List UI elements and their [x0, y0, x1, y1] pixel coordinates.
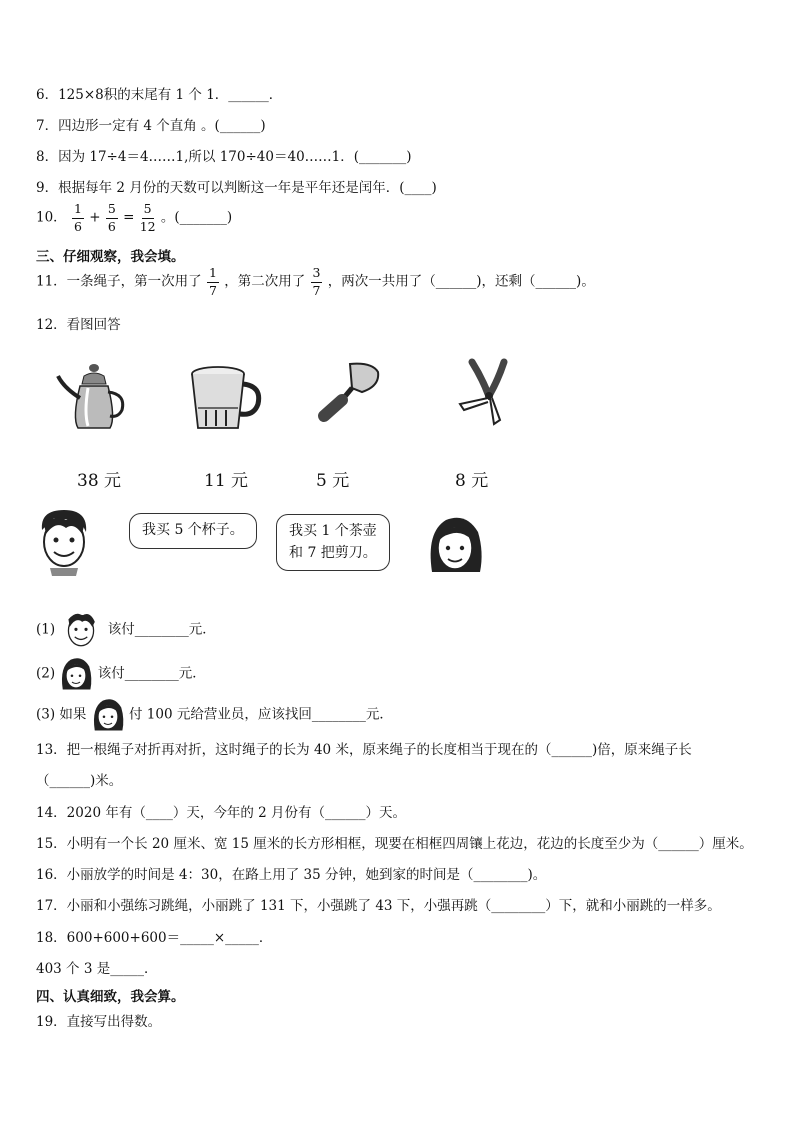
numerator: 3	[311, 267, 323, 283]
sub1-label: (1)	[36, 621, 56, 638]
question-8: 8．因为 17÷4＝4……1,所以 170÷40＝40……1．(_______)	[36, 149, 412, 165]
sub2-text: 该付________元．	[97, 665, 206, 682]
question-13-line-1: 13．把一根绳子对折再对折，这时绳子的长为 40 米，原来绳子的长度相当于现在的（______)倍，原来绳子长	[36, 742, 692, 758]
question-15: 15．小明有一个长 20 厘米、宽 15 厘米的长方形相框，现要在相框四周镶上花边，花边的长度至少为（______）厘米。	[36, 836, 753, 852]
sub3-label: (3) 如果	[36, 706, 87, 723]
q10-prefix: 10．	[36, 209, 67, 226]
sub-question-1	[36, 608, 216, 652]
trowel-price: 5 元	[316, 471, 350, 491]
numerator: 1	[207, 267, 219, 283]
question-11	[36, 267, 595, 297]
question-12: 12．看图回答	[36, 317, 121, 333]
cup-icon	[186, 358, 266, 438]
section-4-heading: 四、认真细致，我会算。	[36, 989, 185, 1005]
teapot-price: 38 元	[77, 471, 122, 491]
numerator: 1	[72, 203, 84, 219]
denominator: 6	[73, 218, 82, 234]
fraction-5-12	[140, 203, 156, 233]
q10-suffix: 。(_______)	[160, 209, 233, 226]
girl-speech-bubble	[276, 514, 390, 571]
cup-price: 11 元	[204, 471, 249, 491]
question-14: 14．2020 年有（____）天，今年的 2 月份有（______）天。	[36, 805, 406, 821]
fraction-1-6	[72, 203, 84, 233]
girl-speech-line-1: 我买 1 个茶壶	[289, 523, 377, 539]
q11-text-1: 11．一条绳子，第一次用了	[36, 273, 202, 290]
denominator: 7	[208, 282, 217, 298]
sub1-text: 该付________元．	[107, 621, 216, 638]
question-18: 18．600+600+600＝_____×_____．	[36, 930, 273, 946]
numerator: 5	[106, 203, 118, 219]
question-9: 9．根据每年 2 月份的天数可以判断这一年是平年还是闰年．(____)	[36, 180, 437, 196]
trowel-icon	[316, 358, 386, 428]
question-18-part-2: 403 个 3 是_____．	[36, 961, 158, 977]
section-3-heading: 三、仔细观察，我会填。	[36, 249, 185, 265]
denominator: 12	[139, 218, 156, 234]
sub3-text: 付 100 元给营业员，应该找回________元．	[129, 706, 393, 723]
teapot-icon	[54, 358, 134, 438]
girl-avatar-icon	[59, 655, 93, 693]
girl-avatar-icon	[426, 512, 484, 578]
fraction-5-6	[106, 203, 118, 233]
boy-avatar-icon	[36, 506, 92, 576]
girl-avatar-icon	[91, 696, 125, 734]
denominator: 6	[107, 218, 116, 234]
sub-question-3	[36, 696, 393, 734]
question-16: 16．小丽放学的时间是 4：30，在路上用了 35 分钟，她到家的时间是（________)。	[36, 867, 547, 883]
numerator: 5	[142, 203, 154, 219]
boy-speech-bubble	[129, 513, 257, 549]
question-6: 6．125×8积的末尾有 1 个 1．______．	[36, 87, 283, 103]
girl-speech-line-2: 和 7 把剪刀。	[289, 544, 377, 561]
denominator: 7	[312, 282, 321, 298]
sub-question-2	[36, 655, 206, 693]
question-7: 7．四边形一定有 4 个直角 。(______)	[36, 118, 266, 134]
equals-sign: =	[123, 209, 135, 226]
sub2-label: (2)	[36, 665, 56, 682]
q11-text-2: ，第二次用了	[224, 273, 306, 290]
question-13-line-2: （______)米。	[36, 773, 123, 789]
pliers-price: 8 元	[455, 471, 489, 491]
fraction-1-7	[207, 267, 219, 297]
boy-avatar-icon	[59, 608, 103, 652]
plus-sign: +	[89, 209, 101, 226]
boy-speech-text: 我买 5 个杯子。	[142, 522, 244, 538]
question-10	[36, 203, 232, 233]
question-17: 17．小丽和小强练习跳绳，小丽跳了 131 下，小强跳了 43 下，小强再跳（________）下，就和小丽跳的一样多。	[36, 898, 721, 914]
fraction-3-7	[311, 267, 323, 297]
pliers-icon	[454, 358, 524, 428]
q11-text-3: ，两次一共用了（______)，还剩（______)。	[327, 273, 595, 290]
question-19: 19．直接写出得数。	[36, 1014, 162, 1030]
